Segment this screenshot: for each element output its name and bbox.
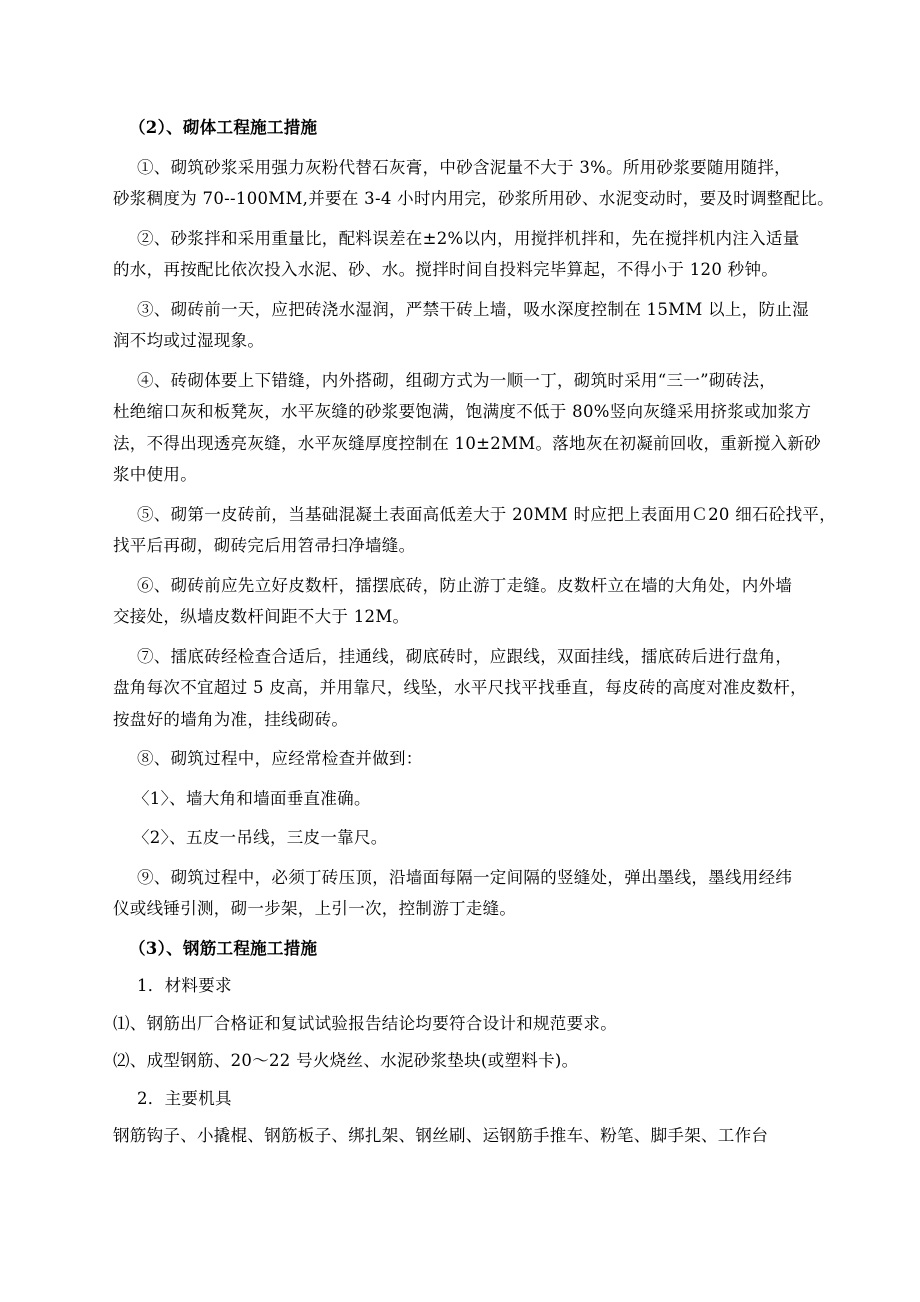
section-heading-rebar: （3）、钢筋工程施工措施 (129, 938, 318, 958)
paragraph-line: ④、砖砌体要上下错缝，内外搭砌，组砌方式为一顺一丁，砌筑时采用“三一”砌砖法， (137, 370, 777, 390)
paragraph-line: ⑦、擂底砖经检查合适后，挂通线，砌底砖时，应跟线，双面挂线，擂底砖后进行盘角， (137, 646, 793, 666)
paragraph-line: 法，不得出现透亮灰缝，水平灰缝厚度控制在 10±2MM。落地灰在初凝前回收，重新搅入新砂 (113, 433, 822, 453)
sub-item: 〈1〉、墙大角和墙面垂直准确。 (133, 788, 371, 808)
paragraph-line: 砂浆稠度为 70--100MM,并要在 3-4 小时内用完，砂浆所用砂、水泥变动时，要及时调整配比。 (113, 189, 834, 208)
masonry-item-9 (113, 862, 848, 925)
tools-title: 2．主要机具 (137, 1088, 232, 1108)
paragraph-line: 按盘好的墙角为准，挂线砌砖。 (113, 709, 349, 729)
paragraph-line: ⑧、砌筑过程中，应经常检查并做到： (137, 749, 423, 768)
sub-item: 〈2〉、五皮一吊线，三皮一靠尺。 (133, 828, 388, 847)
masonry-item-1 (113, 152, 848, 215)
tools-list: 钢筋钩子、小撬棍、钢筋板子、绑扎架、钢丝刷、运钢筋手推车、粉笔、脚手架、工作台 (113, 1126, 769, 1145)
masonry-item-4 (113, 365, 848, 491)
paragraph-line: 润不均或过湿现象。 (113, 331, 265, 350)
paragraph-line: 仪或线锤引测，砌一步架，上引一次，控制游丁走缝。 (113, 899, 517, 918)
paragraph-line: ⑨、砌筑过程中，必须丁砖压顶，沿墙面每隔一定间隔的竖缝处，弹出墨线，墨线用经纬 (137, 867, 793, 887)
masonry-item-2 (113, 223, 848, 286)
paragraph-line: 找平后再砌，砌砖完后用笤帚扫净墙缝。 (113, 536, 416, 555)
section-heading-masonry: （2）、砌体工程施工措施 (129, 118, 318, 137)
materials-title: 1．材料要求 (137, 976, 232, 995)
masonry-item-8 (113, 743, 848, 775)
paragraph-line: 交接处，纵墙皮数杆间距不大于 12M。 (113, 607, 410, 626)
materials-item: ⑴、钢筋出厂合格证和复试试验报告结论均要符合设计和规范要求。 (113, 1013, 617, 1033)
masonry-item-5 (113, 499, 848, 562)
paragraph-line: ⑤、砌第一皮砖前，当基础混凝土表面高低差大于 20MM 时应把上表面用Ｃ20 细石砼找平， (137, 504, 837, 524)
paragraph-line: ②、砂浆拌和采用重量比，配料误差在±2%以内，用搅拌机拌和，先在搅拌机内注入适量 (137, 228, 800, 248)
paragraph-line: ③、砌砖前一天，应把砖浇水湿润，严禁干砖上墙，吸水深度控制在 15MM 以上，防止湿 (137, 299, 809, 319)
masonry-item-6 (113, 570, 848, 633)
paragraph-line: ⑥、砌砖前应先立好皮数杆，擂摆底砖，防止游丁走缝。皮数杆立在墙的大角处，内外墙 (137, 575, 793, 595)
paragraph-line: 浆中使用。 (113, 465, 197, 484)
masonry-item-3 (113, 294, 848, 357)
materials-item: ⑵、成型钢筋、20～22 号火烧丝、水泥砂浆垫块(或塑料卡)。 (113, 1051, 579, 1070)
paragraph-line: 盘角每次不宜超过 5 皮高，并用靠尺，线坠，水平尺找平找垂直，每皮砖的高度对准皮数杆， (113, 678, 807, 697)
paragraph-line: 的水，再按配比依次投入水泥、砂、水。搅拌时间自投料完毕算起，不得小于 120 秒钟。 (113, 260, 779, 279)
masonry-item-7 (113, 641, 848, 736)
paragraph-line: ①、砌筑砂浆采用强力灰粉代替石灰膏，中砂含泥量不大于 3%。所用砂浆要随用随拌， (137, 157, 791, 177)
paragraph-line: 杜绝缩口灰和板凳灰，水平灰缝的砂浆要饱满，饱满度不低于 80%竖向灰缝采用挤浆或加浆方 (113, 402, 812, 421)
